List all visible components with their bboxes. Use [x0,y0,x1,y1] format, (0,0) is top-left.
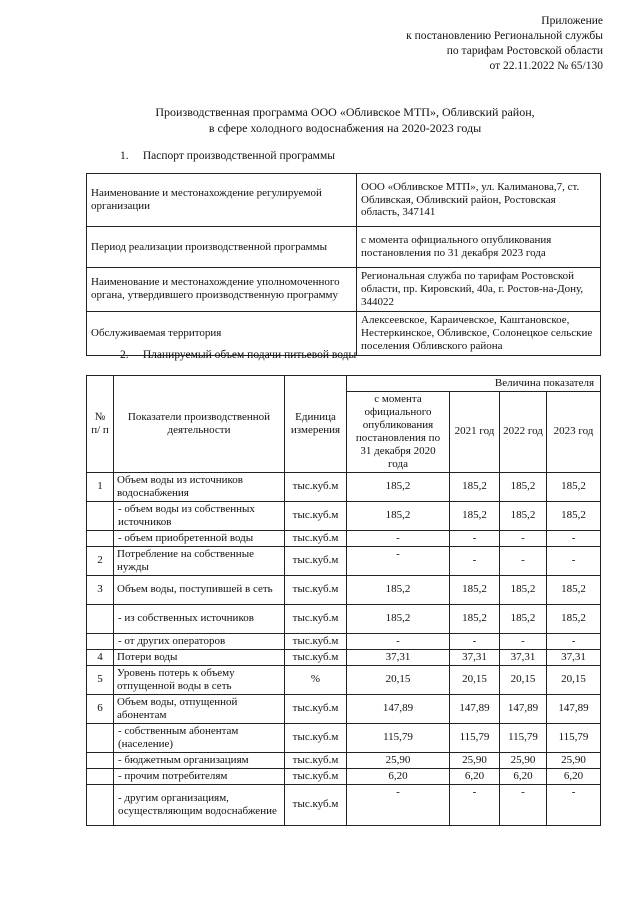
row-unit: тыс.куб.м [285,752,347,768]
appendix-line: Приложение [541,15,603,27]
row-value-2021: 185,2 [450,575,500,604]
header-year-2023: 2023 год [547,391,601,472]
passport-table [86,173,601,356]
row-num: 5 [87,665,114,694]
row-num [87,752,114,768]
appendix-line: по тарифам Ростовской области [446,44,603,57]
row-unit: тыс.куб.м [285,575,347,604]
section-heading-passport [120,150,335,164]
row-value-2022: - [500,633,547,649]
row-name: - из собственных источников [114,604,285,633]
row-value-2023: 185,2 [547,501,601,530]
row-name: Потребление на собственные нужды [114,546,285,575]
passport-value: с момента официального опубликования постановления по 31 декабря 2023 года [357,227,601,268]
title-line: Производственная программа ООО «Обливское МТП», Обливский район, [155,105,535,119]
row-value-2021: 6,20 [450,768,500,784]
row-value-2023: 115,79 [547,723,601,752]
row-value-2022: - [500,530,547,546]
header-num: № п/ п [87,376,114,473]
passport-value: ООО «Обливское МТП», ул. Калиманова,7, ст. Обливская, Обливский район, Ростовская область, 347141 [357,174,601,227]
row-value-2022: 115,79 [500,723,547,752]
header-value-group: Величина показателя [347,376,601,392]
row-value-2023: 6,20 [547,768,601,784]
row-num: 1 [87,472,114,501]
row-num [87,768,114,784]
table-row [87,752,601,768]
row-value-0: 6,20 [347,768,450,784]
row-value-2021: 115,79 [450,723,500,752]
row-unit: тыс.куб.м [285,604,347,633]
row-unit: тыс.куб.м [285,723,347,752]
row-value-0: 185,2 [347,575,450,604]
row-value-2022: 185,2 [500,575,547,604]
row-unit: тыс.куб.м [285,784,347,825]
section-label: Планируемый объем подачи питьевой воды [142,349,357,361]
table-row [87,784,601,825]
passport-value: Региональная служба по тарифам Ростовской области, пр. Кировский, 40а, г. Ростов-на-Дону, 344022 [357,268,601,312]
row-value-2021: - [450,546,500,575]
row-value-2022: 37,31 [500,649,547,665]
row-value-2022: 6,20 [500,768,547,784]
row-value-2022: 147,89 [500,694,547,723]
row-name: - собственным абонентам (население) [114,723,285,752]
row-value-0: 185,2 [347,501,450,530]
table-row [87,575,601,604]
row-value-2021: 37,31 [450,649,500,665]
section-heading-volume [120,349,356,363]
row-value-2022: 20,15 [500,665,547,694]
row-value-2023: 147,89 [547,694,601,723]
row-unit: тыс.куб.м [285,694,347,723]
row-name: Уровень потерь к объему отпущенной воды в сеть [114,665,285,694]
row-value-0: - [347,784,450,825]
header-period0: с момента официального опубликования постановления по 31 декабря 2020 года [347,391,450,472]
row-value-2022: - [500,784,547,825]
row-value-2022: 25,90 [500,752,547,768]
row-value-0: - [347,530,450,546]
row-value-0: 185,2 [347,472,450,501]
row-num: 4 [87,649,114,665]
row-value-2023: - [547,530,601,546]
row-num [87,633,114,649]
header-unit: Единица измерения [285,376,347,473]
row-num [87,530,114,546]
passport-label: Обслуживаемая территория [87,311,357,355]
row-name: - другим организациям, осуществляющим водоснабжение [114,784,285,825]
table-row [87,501,601,530]
row-num [87,501,114,530]
row-num: 6 [87,694,114,723]
row-name: Объем воды, поступившей в сеть [114,575,285,604]
table-row [87,174,601,227]
table-row [87,633,601,649]
row-value-2021: 185,2 [450,501,500,530]
row-num [87,723,114,752]
row-value-2021: - [450,784,500,825]
volume-table [86,375,601,826]
row-value-0: 115,79 [347,723,450,752]
table-row [87,649,601,665]
row-value-2023: - [547,546,601,575]
table-row [87,227,601,268]
table-row [87,768,601,784]
row-unit: тыс.куб.м [285,633,347,649]
table-row [87,723,601,752]
row-name: - объем приобретенной воды [114,530,285,546]
row-value-2021: 20,15 [450,665,500,694]
row-value-2023: 25,90 [547,752,601,768]
title-line: в сфере холодного водоснабжения на 2020-2023 годы [208,121,482,136]
row-num [87,604,114,633]
row-unit: тыс.куб.м [285,768,347,784]
row-value-0: 147,89 [347,694,450,723]
passport-value: Алексеевское, Караичевское, Каштановское, Нестеркинское, Обливское, Солонецкое сельские поселения Обливского района [357,311,601,355]
row-value-2021: 185,2 [450,604,500,633]
row-num [87,784,114,825]
row-unit: тыс.куб.м [285,472,347,501]
row-value-2023: 37,31 [547,649,601,665]
document-title [60,104,630,136]
row-name: - бюджетным организациям [114,752,285,768]
row-value-0: - [347,546,450,575]
table-row [87,604,601,633]
row-value-0: 20,15 [347,665,450,694]
table-row [87,694,601,723]
row-value-0: - [347,633,450,649]
row-value-2022: 185,2 [500,604,547,633]
row-unit: тыс.куб.м [285,501,347,530]
row-unit: % [285,665,347,694]
row-unit: тыс.куб.м [285,546,347,575]
row-value-2023: - [547,633,601,649]
passport-label: Наименование и местонахождение уполномоченного органа, утвердившего производственную программу [87,268,357,312]
row-value-0: 25,90 [347,752,450,768]
row-num: 3 [87,575,114,604]
passport-label: Период реализации производственной программы [87,227,357,268]
table-row [87,472,601,501]
section-number: 2. [120,349,129,361]
appendix-line: к постановлению Региональной службы [406,29,603,42]
passport-label: Наименование и местонахождение регулируемой организации [87,174,357,227]
table-row [87,665,601,694]
table-row [87,268,601,312]
row-value-2023: - [547,784,601,825]
row-value-2021: 185,2 [450,472,500,501]
header-row [87,376,601,392]
table-row [87,546,601,575]
appendix-date-line: от 22.11.2022 № 65/130 [489,59,603,72]
row-name: - от других операторов [114,633,285,649]
appendix-block [406,14,603,74]
row-value-2023: 185,2 [547,472,601,501]
row-value-2021: 25,90 [450,752,500,768]
row-value-2023: 185,2 [547,575,601,604]
row-value-2021: - [450,530,500,546]
row-value-0: 185,2 [347,604,450,633]
row-value-2023: 185,2 [547,604,601,633]
header-indicator: Показатели производственной деятельности [114,376,285,473]
section-label: Паспорт производственной программы [142,150,335,162]
row-name: - прочим потребителям [114,768,285,784]
row-name: - объем воды из собственных источников [114,501,285,530]
row-value-0: 37,31 [347,649,450,665]
row-unit: тыс.куб.м [285,530,347,546]
row-name: Потери воды [114,649,285,665]
row-name: Объем воды, отпущенной абонентам [114,694,285,723]
row-value-2023: 20,15 [547,665,601,694]
row-value-2022: 185,2 [500,472,547,501]
row-unit: тыс.куб.м [285,649,347,665]
row-name: Объем воды из источников водоснабжения [114,472,285,501]
row-value-2021: - [450,633,500,649]
row-num: 2 [87,546,114,575]
row-value-2022: - [500,546,547,575]
section-number: 1. [120,150,129,162]
table-row [87,530,601,546]
header-year-2022: 2022 год [500,391,547,472]
row-value-2021: 147,89 [450,694,500,723]
header-year-2021: 2021 год [450,391,500,472]
row-value-2022: 185,2 [500,501,547,530]
